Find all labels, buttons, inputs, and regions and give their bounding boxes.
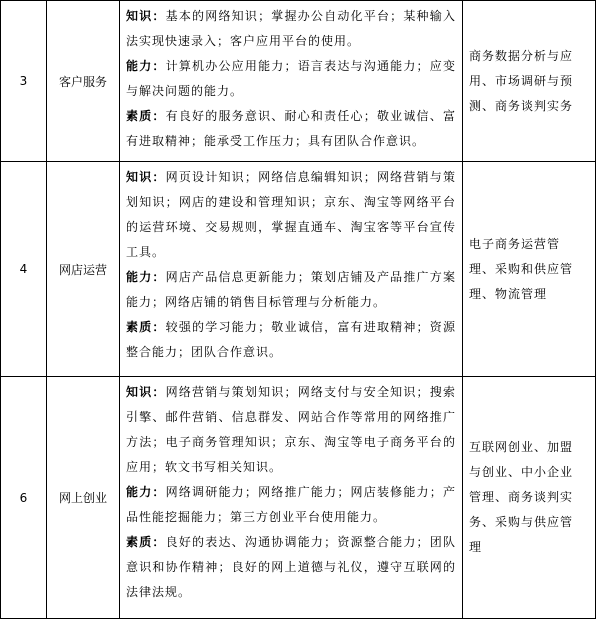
row-number: 6 — [1, 377, 47, 619]
quality-label: 素质： — [126, 320, 166, 334]
quality-text: 有良好的服务意识、耐心和责任心；敬业诚信、富有进取精神；能承受工作压力；具有团队合作意识。 — [126, 109, 456, 148]
ability-label: 能力： — [126, 59, 166, 73]
quality-paragraph — [126, 104, 456, 154]
requirements-cell — [120, 162, 463, 377]
knowledge-text: 网络营销与策划知识；网络支付与安全知识；搜索引擎、邮件营销、信息群发、网站合作等常用的网络推广方法；电子商务管理知识；京东、淘宝等电子商务平台的应用；软文书写相关知识。 — [126, 385, 456, 474]
requirements-cell — [120, 1, 463, 162]
ability-text: 计算机办公应用能力；语言表达与沟通能力；应变与解决问题的能力。 — [126, 59, 456, 98]
quality-label: 素质： — [126, 109, 166, 123]
ability-label: 能力： — [126, 485, 166, 499]
quality-paragraph — [126, 315, 456, 365]
related-courses: 电子商务运营管理、采购和供应管理、物流管理 — [463, 162, 596, 377]
quality-text: 良好的表达、沟通协调能力；资源整合能力；团队意识和协作精神；良好的网上道德与礼仪，遵守互联网的法律法规。 — [126, 535, 456, 599]
related-courses: 商务数据分析与应用、市场调研与预测、商务谈判实务 — [463, 1, 596, 162]
quality-paragraph — [126, 530, 456, 605]
ability-paragraph — [126, 480, 456, 530]
knowledge-paragraph — [126, 4, 456, 54]
ability-text: 网店产品信息更新能力；策划店铺及产品推广方案能力；网络店铺的销售目标管理与分析能力。 — [126, 270, 456, 309]
table-row — [1, 1, 596, 162]
row-number: 3 — [1, 1, 47, 162]
knowledge-paragraph — [126, 380, 456, 480]
requirements-cell — [120, 377, 463, 619]
table-row — [1, 377, 596, 619]
knowledge-label: 知识： — [126, 9, 166, 23]
row-number: 4 — [1, 162, 47, 377]
quality-text: 较强的学习能力；敬业诚信，富有进取精神；资源整合能力；团队合作意识。 — [126, 320, 456, 359]
knowledge-paragraph — [126, 165, 456, 265]
ability-text: 网络调研能力；网络推广能力；网店装修能力；产品性能挖掘能力；第三方创业平台使用能力。 — [126, 485, 456, 524]
knowledge-text: 基本的网络知识；掌握办公自动化平台；某种输入法实现快速录入；客户应用平台的使用。 — [126, 9, 456, 48]
ability-paragraph — [126, 265, 456, 315]
ability-paragraph — [126, 54, 456, 104]
table-row — [1, 162, 596, 377]
related-courses: 互联网创业、加盟与创业、中小企业管理、商务谈判实务、采购与供应管理 — [463, 377, 596, 619]
job-title: 客户服务 — [47, 1, 120, 162]
job-title: 网店运营 — [47, 162, 120, 377]
job-title: 网上创业 — [47, 377, 120, 619]
ability-label: 能力： — [126, 270, 166, 284]
knowledge-label: 知识： — [126, 170, 166, 184]
knowledge-text: 网页设计知识；网络信息编辑知识；网络营销与策划知识；网店的建设和管理知识；京东、淘宝等网络平台的运营环境、交易规则，掌握直通车、淘宝客等平台宣传工具。 — [126, 170, 456, 259]
quality-label: 素质： — [126, 535, 166, 549]
knowledge-label: 知识： — [126, 385, 166, 399]
